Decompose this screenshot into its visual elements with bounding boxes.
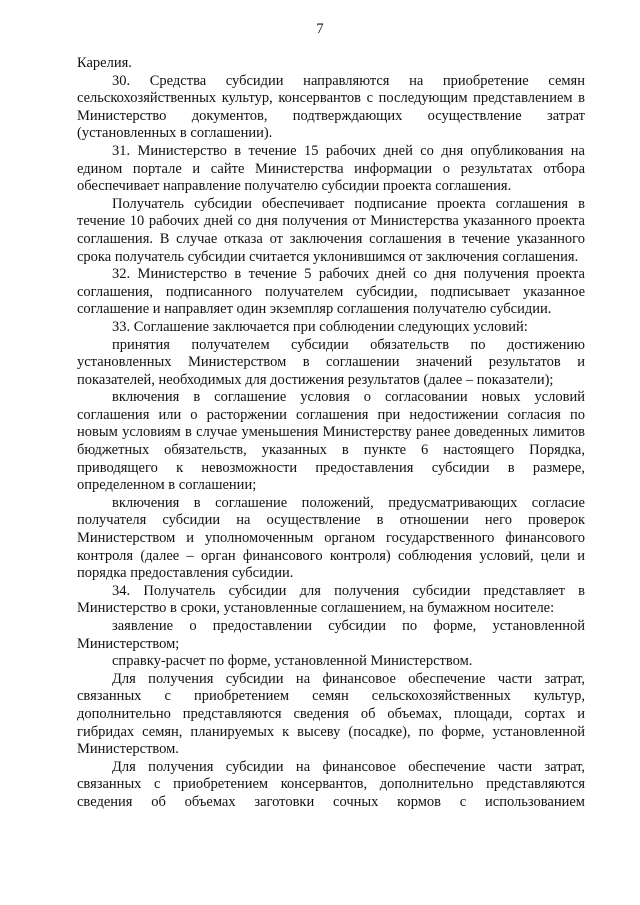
- paragraph-31: 31. Министерство в течение 15 рабочих дней со дня опубликования на едином портале и сайте Министерства информации о результатах отбора обеспечивает направление получателю субсидии проекта соглашения.: [77, 142, 585, 195]
- paragraph-34-seeds: Для получения субсидии на финансовое обеспечение части затрат, связанных с приобретением семян сельскохозяйственных культур, дополнительно представляются сведения об объемах, площади, сортах и гибридах семян, планируемых к высеву (посадке), по форме, установленной Министерством.: [77, 670, 585, 758]
- paragraph-33-condition-1: принятия получателем субсидии обязательств по достижению установленных Министерством в соглашении значений результатов и показателей, необходимых для достижения результатов (далее – показатели);: [77, 336, 585, 388]
- paragraph-33-condition-2: включения в соглашение условия о согласовании новых условий соглашения или о расторжении соглашения при недостижении согласия по новым условиям в случае уменьшения Министерству ранее доведенных лимитов бюджетных обязательств, указанных в пункте 6 настоящего Порядка, приводящего к невозможности предоставления субсидии в размере, определенном в соглашении;: [77, 389, 585, 494]
- page-number: 7: [316, 21, 324, 37]
- paragraph-32: 32. Министерство в течение 5 рабочих дней со дня получения проекта соглашения, подписанного получателем субсидии, подписывает указанное соглашение и направляет один экземпляр соглашения получателю субсидии.: [77, 266, 585, 318]
- paragraph-30: 30. Средства субсидии направляются на приобретение семян сельскохозяйственных культур, консервантов с последующим представлением в Министерство документов, подтверждающих осуществление затрат (установленных в соглашении).: [77, 72, 585, 142]
- paragraph-34-calculation: справку-расчет по форме, установленной Министерством.: [112, 653, 473, 670]
- paragraph-karelia: Карелия.: [77, 55, 132, 71]
- paragraph-33-condition-3: включения в соглашение положений, предусматривающих согласие получателя субсидии на осуществление в отношении него проверок Министерством и уполномоченным органом государственного финансового контроля (далее – орган финансового контроля) соблюдения условий, цели и порядка предоставления субсидии.: [77, 494, 585, 582]
- paragraph-33: 33. Соглашение заключается при соблюдении следующих условий:: [112, 318, 528, 335]
- paragraph-34-preservatives: Для получения субсидии на финансовое обеспечение части затрат, связанных с приобретением консервантов, дополнительно представляются сведения об объемах заготовки сочных кормов с использованием: [77, 758, 585, 810]
- paragraph-31-signing: Получатель субсидии обеспечивает подписание проекта соглашения в течение 10 рабочих дней со дня получения от Министерства указанного проекта соглашения. В случае отказа от заключения соглашения в течение указанного срока получатель субсидии считается уклонившимся от заключения соглашения.: [77, 195, 585, 265]
- paragraph-34: 34. Получатель субсидии для получения субсидии представляет в Министерство в сроки, установленные соглашением, на бумажном носителе:: [77, 582, 585, 617]
- paragraph-34-application: заявление о предоставлении субсидии по форме, установленной Министерством;: [77, 618, 585, 652]
- document-body: [77, 55, 585, 812]
